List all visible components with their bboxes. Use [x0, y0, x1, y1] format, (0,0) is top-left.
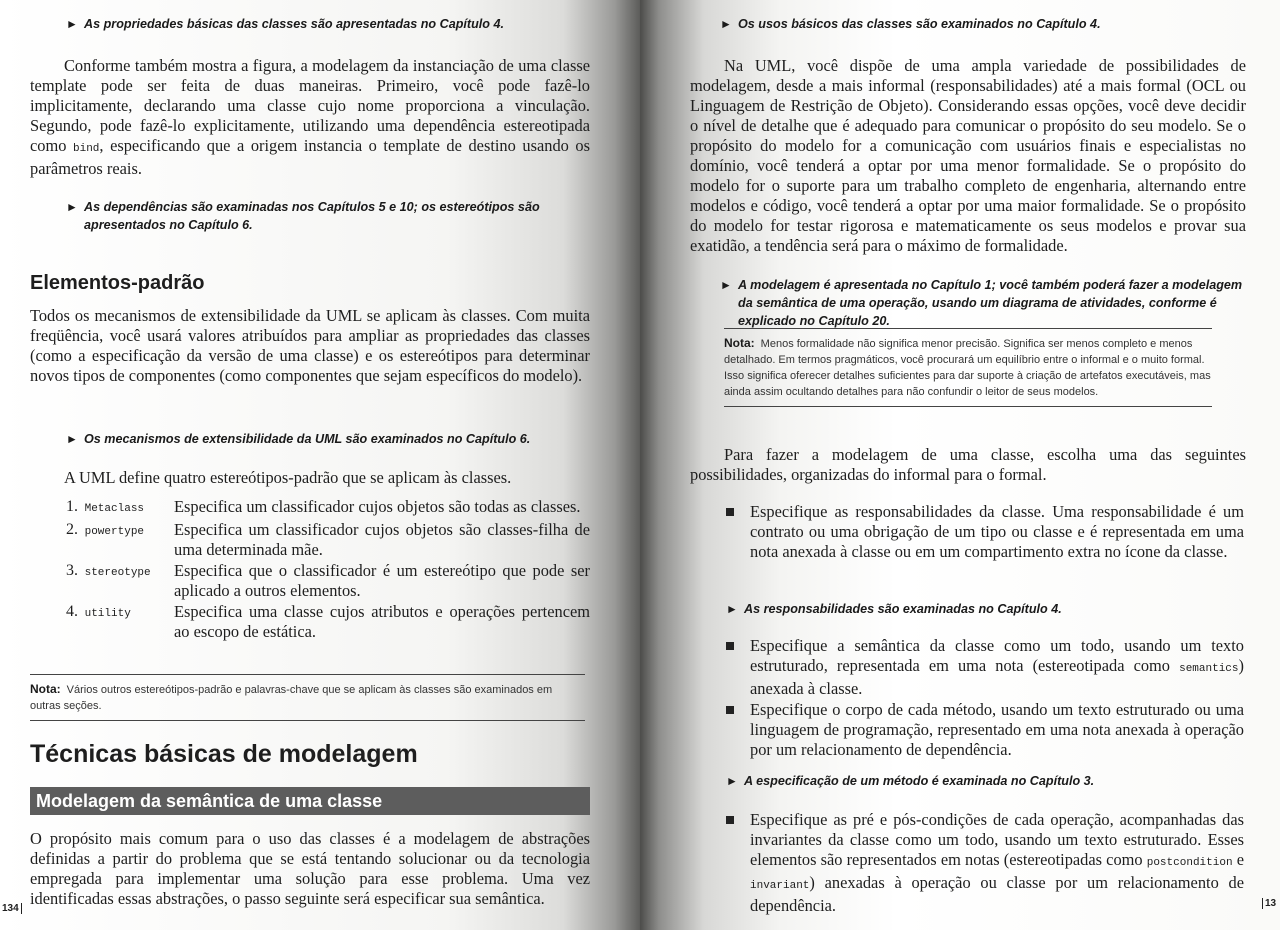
cross-reference: ► A modelagem é apresentada no Capítulo 1; você também poderá fazer a modelagem da semântica de uma operação, usando um diagrama de atividades, conforme é explicado no Capítulo 20. [720, 278, 1243, 328]
bullet-square-icon [726, 642, 734, 650]
page-number: 134 [2, 903, 22, 914]
bullet-list [726, 810, 1244, 916]
list-term: 1. Metaclass [66, 498, 145, 515]
paragraph: Para fazer a modelagem de uma classe, escolha uma das seguintes possibilidades, organizadas do informal para o formal. [690, 445, 1246, 484]
chapter-section-heading: Técnicas básicas de modelagem [30, 740, 418, 768]
paragraph: Conforme também mostra a figura, a modelagem da instanciação de uma classe template pode ser feita de duas maneiras. Primeiro, você pode fazê-lo implicitamente, declarando uma classe cujo nome proporciona a vinculação. Segundo, pode fazê-lo explicitamente, utilizando uma dependência estereotipada como bind, especificando que a origem instancia o template de destino usando os parâmetros reais. [30, 56, 590, 178]
cross-reference: ► As responsabilidades são examinadas no Capítulo 4. [726, 602, 1062, 616]
arrow-right-icon: ► [66, 17, 78, 31]
inline-code: bind [73, 143, 100, 155]
list-description: Especifica uma classe cujos atributos e operações pertencem ao escopo de estática. [174, 602, 590, 641]
list-description: Especifica um classificador cujos objetos são classes-filha de uma determinada mãe. [174, 520, 590, 559]
cross-reference: ► As propriedades básicas das classes são apresentadas no Capítulo 4. [66, 17, 504, 31]
list-item: Especifique as pré e pós-condições de cada operação, acompanhadas das invariantes da classe como um todo, usando um texto estruturado. Esses elementos são representados em notas (estereotipadas como postcondition e invariant) anexadas à operação ou classe por um relacionamento de dependência. [726, 810, 1244, 916]
paragraph: O propósito mais comum para o uso das classes é a modelagem de abstrações definidas a partir do problema que se está tentando solucionar ou da tecnologia empregada para implementar uma solução para esse problema. Uma vez identificadas essas abstrações, o passo seguinte será especificar sua semântica. [30, 829, 590, 908]
stereotype-list [62, 497, 590, 642]
arrow-right-icon: ► [726, 602, 738, 616]
inline-code: semantics [1179, 663, 1239, 675]
bullet-square-icon [726, 816, 734, 824]
note-box: Nota: Vários outros estereótipos-padrão e palavras-chave que se aplicam às classes são examinados em outras seções. [30, 674, 585, 721]
list-term: 2. powertype [66, 521, 145, 538]
list-item: Especifique as responsabilidades da classe. Uma responsabilidade é um contrato ou uma obrigação de um tipo ou classe e é representada em uma nota anexada à classe ou em um compartimento extra no ícone da classe. [726, 502, 1244, 562]
bullet-square-icon [726, 508, 734, 516]
bullet-list [726, 636, 1244, 760]
inline-code: invariant [750, 880, 810, 892]
arrow-right-icon: ► [720, 17, 732, 31]
list-term: 3. stereotype [66, 562, 151, 579]
bullet-list [726, 502, 1244, 562]
cross-reference: ► As dependências são examinadas nos Capítulos 5 e 10; os estereótipos são apresentados no Capítulo 6. [66, 200, 540, 232]
section-heading: Elementos-padrão [30, 272, 205, 294]
cross-reference: ► Os mecanismos de extensibilidade da UML são examinados no Capítulo 6. [66, 432, 531, 446]
arrow-right-icon: ► [720, 278, 732, 292]
subsection-banner: Modelagem da semântica de uma classe [30, 787, 590, 815]
list-description: Especifica que o classificador é um estereótipo que pode ser aplicado a outros elementos. [174, 561, 590, 600]
inline-code: postcondition [1146, 857, 1233, 869]
note-label: Nota: [30, 682, 61, 696]
bullet-square-icon [726, 706, 734, 714]
paragraph: A UML define quatro estereótipos-padrão que se aplicam às classes. [64, 468, 512, 487]
paragraph: Na UML, você dispõe de uma ampla variedade de possibilidades de modelagem, desde a mais informal (responsabilidades) até a mais formal (OCL ou Linguagem de Restrição de Objeto). Considerando essas opções, você deve decidir o nível de detalhe que é adequado para comunicar o propósito do seu modelo. Se o propósito do modelo for a comunicação com usuários finais e especialistas no domínio, você tenderá a optar por uma menor formalidade. Se o propósito do modelo for o suporte para um trabalho completo de engenharia, alternando entre modelos e código, você tenderá a optar por uma maior formalidade. Se o propósito do modelo for testar rigorosa e matematicamente os seus modelos e provar sua exatidão, a tendência será para o máximo de formalidade. [690, 56, 1246, 255]
note-label: Nota: [724, 336, 755, 350]
list-item: Especifique o corpo de cada método, usando um texto estruturado ou uma linguagem de programação, representado em uma nota anexada à operação por um relacionamento de dependência. [726, 700, 1244, 760]
list-item: Especifique a semântica da classe como um todo, usando um texto estruturado, representada em uma nota (estereotipada como semantics) anexada à classe. [726, 636, 1244, 699]
list-term: 4. utility [66, 603, 131, 620]
arrow-right-icon: ► [66, 432, 78, 446]
list-description: Especifica um classificador cujos objetos são todas as classes. [174, 497, 581, 516]
arrow-right-icon: ► [726, 774, 738, 788]
note-box: Nota: Menos formalidade não significa menor precisão. Significa ser menos completo e menos detalhado. Em termos pragmáticos, você procurará um equilíbrio entre o informal e o muito formal. Isso significa oferecer detalhes suficientes para dar suporte à criação de artefatos executáveis, mas ainda assim ocultando detalhes para não confundir o leitor de seus modelos. [724, 328, 1212, 407]
page-number: 13 [1262, 898, 1276, 909]
cross-reference: ► A especificação de um método é examinada no Capítulo 3. [726, 774, 1095, 788]
arrow-right-icon: ► [66, 200, 78, 214]
cross-reference: ► Os usos básicos das classes são examinados no Capítulo 4. [720, 17, 1101, 31]
paragraph: Todos os mecanismos de extensibilidade da UML se aplicam às classes. Com muita freqüência, você usará valores atribuídos para ampliar as propriedades das classes (como a especificação da versão de uma classe) e os estereótipos para determinar novos tipos de componentes (como componentes que sejam específicos do modelo). [30, 306, 590, 385]
